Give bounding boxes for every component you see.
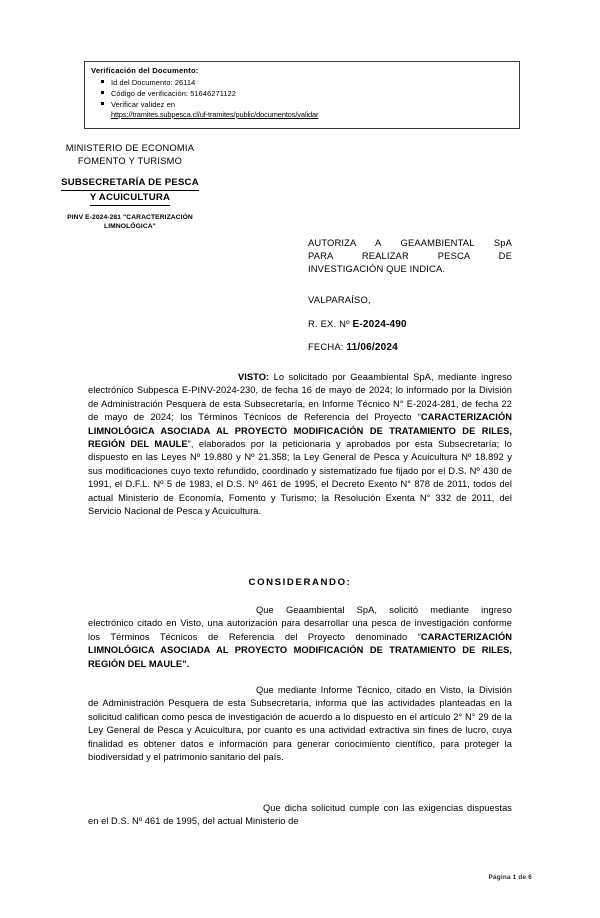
project-title-para1: CARACTERIZACIÓN LIMNOLÓGICA ASOCIADA AL PROYECTO MODIFICACIÓN DE TRATAMIENTO DE RILES, REGIÓN DEL MAULE [88, 631, 512, 669]
project-code [32, 213, 228, 231]
ministry-line-2: FOMENTO Y TURISMO [77, 156, 183, 166]
project-code-line-2: LIMNOLÓGICA" [104, 223, 156, 230]
considerando-paragraph-3 [88, 802, 512, 829]
date-label: FECHA: [308, 341, 344, 352]
verification-item-label: Código de verificación: 51646271122 [111, 89, 236, 98]
subject-line-3: INVESTIGACIÓN QUE INDICA. [308, 263, 446, 275]
resolution-number: E-2024-490 [352, 319, 407, 330]
considerando-paragraph-1 [88, 604, 512, 671]
para1-text-part-2: ”. [182, 658, 190, 669]
para1-text-part-1: Que Geaambiental SpA, solicitó mediante ingreso electrónico citado en Visto, una autorización para desarrollar una pesca de investigación conforme los Términos Técnicos de Referencia del Proyecto denominado “ [88, 605, 512, 642]
ministry-line-1: MINISTERIO DE ECONOMIA [65, 143, 195, 153]
visto-text-part-1: Lo solicitado por Geaambiental SpA, mediante ingreso electrónico Subpesca E-PINV-2024-230, de fecha 16 de mayo de 2024; lo informado por la División de Administración Pesquera de esta Subsecretaría, en Informe Técnico N° E-2024-281, de fecha 22 de mayo de 2024; los Términos Técnicos de Referencia del Proyecto “ [88, 372, 512, 423]
project-title-visto: CARACTERIZACIÓN LIMNOLÓGICA ASOCIADA AL PROYECTO MODIFICACIÓN DE TRATAMIENTO DE RILES, REGIÓN DEL MAULE [88, 412, 512, 450]
visto-label: VISTO: [238, 372, 270, 382]
verification-title: Verificación del Documento: [91, 66, 199, 75]
resolution-number-block [308, 318, 407, 330]
subject-line-1: AUTORIZA A GEAAMBIENTAL SpA [308, 237, 512, 248]
date-value: 11/06/2024 [346, 342, 398, 353]
para2-text: Que mediante Informe Técnico, citado en Visto, la División de Administración Pesquera de esta Subsecretaría, informa que las actividades planteadas en la solicitud califican como pesca de investigación de acuerdo a lo dispuesto en el artículo 2° N° 29 de la Ley General de Pesca y Acuicultura, por cuanto es una actividad extractiva sin fines de lucro, cuya finalidad es obtener datos e información para generar conocimiento científico, para proteger la biodiversidad y el patrimonio sanitario del país. [88, 685, 512, 763]
bullet-icon [101, 102, 104, 105]
subsecretaria-name [32, 176, 228, 206]
bullet-icon [101, 91, 104, 94]
ministry-name [32, 142, 228, 168]
subject-line-2: PARA REALIZAR PESCA DE [308, 250, 512, 262]
verification-list [85, 77, 519, 120]
verification-item-validate [111, 99, 519, 120]
considerando-paragraph-2 [88, 684, 512, 764]
letterhead [32, 142, 228, 231]
subject-block [308, 236, 512, 276]
bullet-icon [101, 80, 104, 83]
verification-box [84, 61, 520, 129]
verification-item-label: Verificar validez en [111, 100, 176, 109]
visto-text-part-2: ”, elaborados por la peticionaria y aprobados por esta Subsecretaría; lo dispuesto en las Leyes Nº 19.880 y Nº 21.358; la Ley General de Pesca y Acuicultura Nº 18.892 y sus modificaciones cuyo texto refundido, coordinado y sistematizado fue fijado por el D.S. Nº 430 de 1991, el D.F.L. Nº 5 de 1983, el D.S. Nº 461 de 1995, el Decreto Exento N° 878 de 2011, todos del actual Ministerio de Economía, Fomento y Turismo; la Resolución Exenta N° 332 de 2011, del Servicio Nacional de Pesca y Acuicultura. [88, 439, 513, 517]
verification-url-link[interactable]: https://tramites.subpesca.cl/uf-tramites/public/documentos/validar [111, 110, 319, 119]
page-footer: Página 1 de 6 [488, 874, 532, 881]
considerando-heading: CONSIDERANDO: [248, 577, 352, 588]
visto-paragraph [88, 371, 512, 518]
resolution-label: R. EX. Nº [308, 318, 350, 329]
verification-item-id [111, 77, 519, 88]
verification-item-label: Id del Documento: 26114 [111, 78, 196, 87]
subsecretaria-line-1: SUBSECRETARÍA DE PESCA [61, 176, 199, 191]
project-code-line-1: PINV E-2024-281 "CARACTERIZACIÓN [67, 214, 193, 221]
para3-text: Que dicha solicitud cumple con las exigencias dispuestas en el D.S. Nº 461 de 1995, del actual Ministerio de [88, 803, 512, 827]
date-block [308, 341, 398, 353]
subsecretaria-line-2: Y ACUICULTURA [90, 191, 170, 206]
verification-item-code [111, 88, 519, 99]
city-label: VALPARAÍSO, [308, 294, 371, 305]
